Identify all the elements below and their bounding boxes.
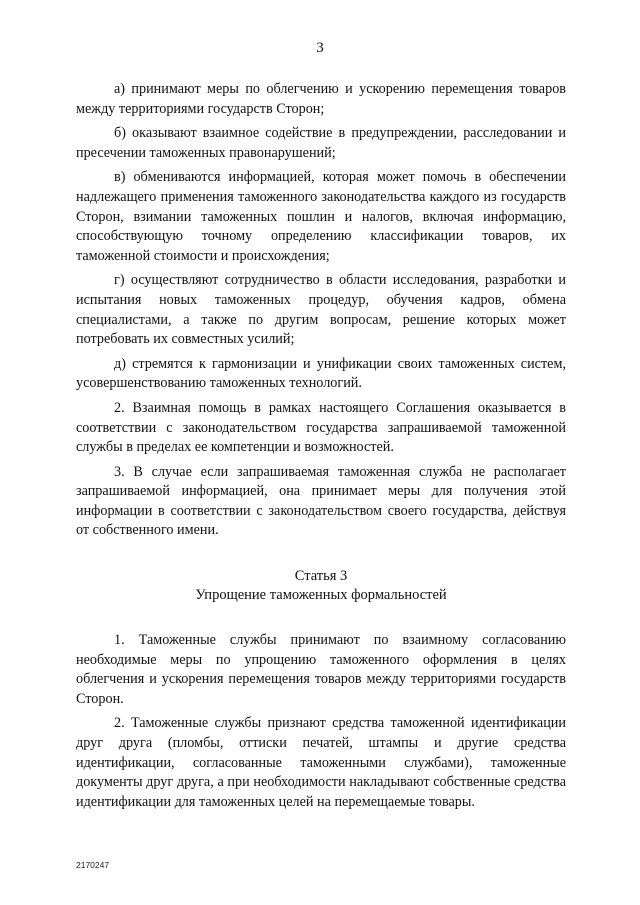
page-number: 3 — [316, 40, 324, 56]
clause-b: б) оказывают взаимное содействие в предупреждении, расследовании и пресечении таможенных правонарушений; — [76, 125, 566, 161]
clause-v: в) обмениваются информацией, которая может помочь в обеспечении надлежащего применения таможенного законодательства каждого из государств Сторон, взимании таможенных пошлин и налогов, включая информацию, способствующую точному определению классификации товаров, их таможенной стоимости и происхождения; — [76, 169, 566, 264]
clause-g: г) осуществляют сотрудничество в области исследования, разработки и испытания новых таможенных процедур, обучения кадров, обмена специалистами, а также по другим вопросам, решение которых может потребовать их совместных усилий; — [76, 272, 566, 348]
document-body — [76, 80, 566, 817]
clause-a: а) принимают меры по облегчению и ускорению перемещения товаров между территориями государств Сторон; — [76, 81, 566, 117]
clause-d: д) стремятся к гармонизации и унификации своих таможенных систем, усовершенствованию таможенных технологий. — [76, 355, 566, 392]
paragraph-3: 3. В случае если запрашиваемая таможенная служба не располагает запрашиваемой информацией, она принимает меры для получения этой информации в соответствии с законодательством своего государства, действуя от собственного имени. — [76, 463, 566, 539]
document-code: 2170247 — [76, 860, 110, 870]
article-title: Упрощение таможенных формальностей — [195, 587, 447, 604]
article-heading: Статья 3 — [294, 568, 348, 585]
paragraph-2: 2. Взаимная помощь в рамках настоящего Соглашения оказывается в соответствии с законодательством государства запрашиваемой таможенной службы в пределах ее компетенции и возможностей. — [76, 399, 566, 456]
article3-paragraph-1: 1. Таможенные службы принимают по взаимному согласованию необходимые меры по упрощению таможенного оформления в целях облегчения и ускорения перемещения товаров между территориями государств Сторон. — [76, 632, 566, 707]
article3-paragraph-2: 2. Таможенные службы признают средства таможенной идентификации друг друга (пломбы, оттиски печатей, штампы и другие средства идентификации, согласованные таможенными службами), таможенные документы друг друга, а при необходимости накладывают собственные средства идентификации для таможенных целей на перемещаемые товары. — [76, 715, 566, 810]
